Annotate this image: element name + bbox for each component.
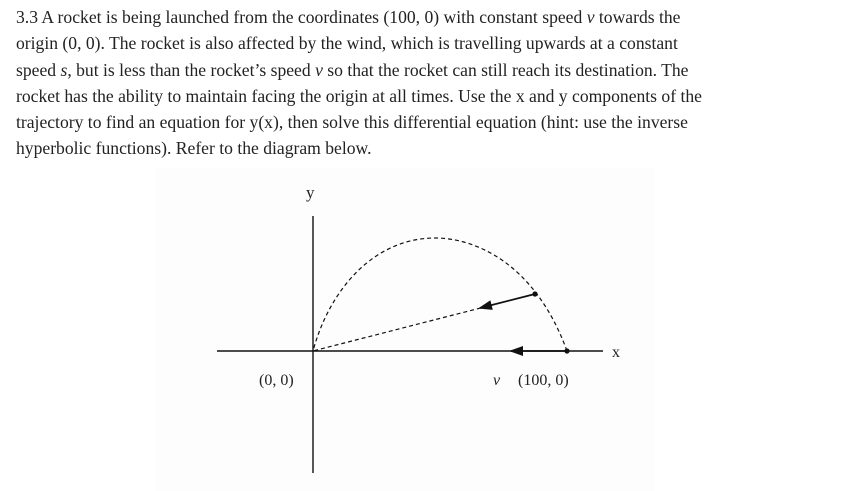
variable-s: s (60, 59, 68, 80)
origin-label: (0, 0) (259, 372, 294, 389)
text-segment: hyperbolic functions). Refer to the diagram below. (16, 138, 372, 159)
text-segment: rocket has the ability to maintain facing the origin at all times. Use the x and y components of the (16, 85, 702, 106)
start-label: (100, 0) (518, 372, 569, 389)
trajectory-path (313, 238, 567, 351)
y-axis-label: y (306, 183, 315, 202)
text-segment: origin (0, 0). The rocket is also affected by the wind, which is travelling upwards at a constant (16, 33, 678, 54)
problem-line-1 (16, 4, 836, 30)
problem-line-2 (16, 30, 836, 56)
trajectory-diagram (155, 168, 655, 491)
problem-line-3 (16, 57, 836, 83)
problem-line-4 (16, 83, 836, 109)
problem-line-5 (16, 109, 836, 135)
problem-statement (16, 4, 836, 162)
velocity-label: v (493, 372, 501, 389)
variable-v: v (315, 59, 323, 80)
problem-line-6 (16, 135, 836, 161)
text-segment: trajectory to find an equation for y(x), then solve this differential equation (hint: use the inverse (16, 112, 688, 133)
text-segment: speed (16, 59, 61, 80)
text-segment: 3.3 A rocket is being launched from the coordinates (100, 0) with constant speed (16, 7, 587, 27)
x-axis-label: x (612, 344, 620, 361)
velocity-arrow-path (480, 294, 535, 308)
diagram-svg (155, 168, 655, 491)
variable-v: v (586, 7, 595, 27)
text-segment: towards the (594, 7, 681, 27)
text-segment: , but is less than the rocket’s speed (67, 59, 316, 80)
text-segment: so that the rocket can still reach its destination. The (322, 59, 689, 80)
